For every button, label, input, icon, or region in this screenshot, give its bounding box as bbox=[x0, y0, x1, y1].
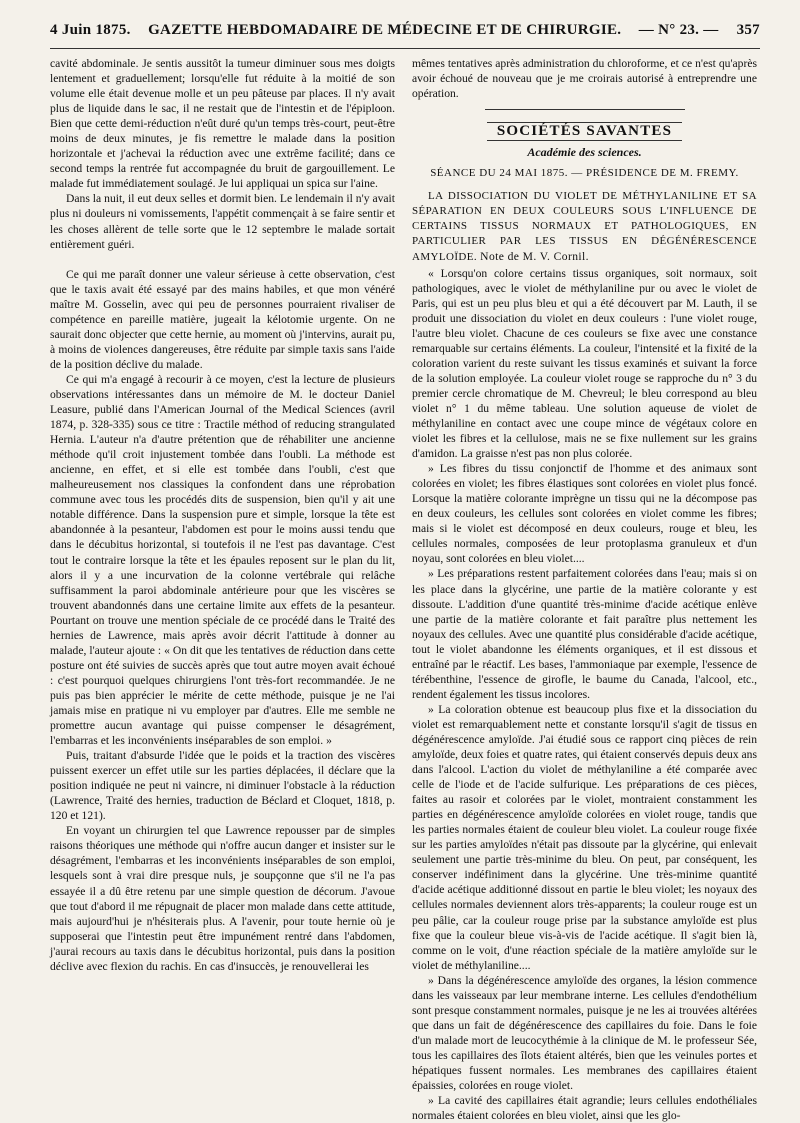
section-title: SOCIÉTÉS SAVANTES bbox=[487, 122, 682, 141]
right-paragraph-4: » Les préparations restent parfaitement colorées dans l'eau; mais si on les place dans la glycérine, une partie de la matière colorante y est dissoute. L'addition d'une quantité très-minime d'acide acétique enlève une partie de la matière colorante et fait paraître plus nettement les noyaux des cellules. Avec une quantité plus considérable d'acide acétique, tout le violet abandonne les éléments organiques, et il est dissous et entraîné par le réactif. Les bases, l'ammoniaque par exemple, l'essence de térébenthine, l'essence de girofle, le baume du Canada, l'alcool, etc., rendent également les tissus incolores. bbox=[412, 567, 757, 701]
header-issue: — N° 23. — bbox=[638, 22, 719, 38]
note-heading bbox=[412, 189, 757, 265]
left-paragraph-1: cavité abdominale. Je sentis aussitôt la tumeur diminuer sous mes doigts lentement et graduellement; lorsqu'elle fut réduite à la moitié de son volume elle était devenue molle et un peu pâteuse par places. Il n'y avait plus de liquide dans le sac, il ne restait que de l'intestin et de l'épiploon. Bien que cette demi-réduction n'eût duré qu'un temps très-court, peut-être moins de deux minutes, je fis remettre le malade dans la position horizontale et j'achevai la réduction avec une extrême facilité; dans ce second temps la rentrée fut accompagnée du bruit de gargouillement. Le malade fut immédiatement soulagé. Je lui appliquai un spica sur l'aine. bbox=[50, 57, 395, 191]
header-date: 4 Juin 1875. bbox=[50, 22, 131, 38]
left-paragraph-6: En voyant un chirurgien tel que Lawrence repousser par de simples raisons théoriques une méthode qui n'offre aucun danger et insister sur le désagrément, l'embarras et les inconvénients inséparables de son emploi, lesquels sont à vrai dire presque nuls, je soupçonne que s'il ne l'a pas essayée il a dû être retenu par une simple question de décorum. J'avoue que tout d'abord il me répugnait de placer mon malade dans cette attitude, mais aujourd'hui je n'hésiterais plus. A l'avenir, pour toute hernie où je supposerai que l'intestin peut être impunément rentré dans l'abdomen, j'aurai recours au taxis dans le décubitus horizontal, puis dans la position déclive avec flexion du rachis. En cas d'insuccès, je renouvellerai les bbox=[50, 824, 395, 973]
right-paragraph-1: mêmes tentatives après administration du chloroforme, et ce n'est qu'après avoir échoué de nouveau que je me croirais autorisé à entreprendre une opération. bbox=[412, 57, 757, 101]
left-paragraph-4: Ce qui m'a engagé à recourir à ce moyen, c'est la lecture de plusieurs observations intéressantes dans un mémoire de M. le docteur Daniel Leasure, publié dans l'American Journal of the Medical Sciences (avril 1874, p. 328-335) sous ce titre : Tractile méthod of reducing strangulated Hernia. L'auteur n'a d'autre prétention que de réhabiliter une ancienne méthode qu'il croit injustement tombée dans l'oubli. La méthode est ancienne, en effet, et si elle est tombée dans l'oubli, c'est que malheureusement nos classiques la confondent dans une réprobation commune avec tous les procédés dits de suspension, bien qu'il y ait une notable différence. Dans la suspension pure et simple, lorsque la tête est abandonnée à la pesanteur, l'abdomen est pour le moins aussi tendu que dans le décubitus horizontal, si toutefois il ne l'est pas davantage. C'est tout le contraire lorsque la tête et les épaules reposent sur le plan du lit, alors il y a une incurvation de la colonne vertébrale qui relâche suffisamment la paroi abdominale antérieure pour que les viscères se trouvent abandonnés dans une certaine limite aux effets de la pesanteur. Pourtant on trouve une mention spéciale de ce procédé dans le Traité des hernies de Lawrence, mais après avoir décrit l'attitude à donner au malade, l'auteur ajoute : « On dit que les tentatives de réduction dans cette posture ont été suivies de succès après que tout autre moyen avait échoué : c'est pourquoi quelques chirurgiens l'ont très-fort recommandée. Je ne puis pas bien apprécier le mérite de cette méthode, puisque je ne l'ai jamais mise en pratique ni vu employer par d'autres. Elle me semble ne promettre aucun avantage qui puisse compenser le désagrément, l'embarras et les inconvénients inséparables de son emploi. » bbox=[50, 372, 395, 748]
header-rule bbox=[50, 48, 760, 49]
header-title: GAZETTE HEBDOMADAIRE DE MÉDECINE ET DE CHIRURGIE. bbox=[148, 22, 622, 38]
seance-line: SÉANCE DU 24 MAI 1875. — PRÉSIDENCE DE M. FREMY. bbox=[430, 167, 739, 180]
left-paragraph-5: Puis, traitant d'absurde l'idée que le poids et la traction des viscères puissent exercer un effet utile sur les parties déplacées, il déclare que la position indiquée ne peut ni vaincre, ni diminuer l'obstacle à la réduction (Lawrence, Traité des hernies, traduction de Béclard et Cloquet, 1818, p. 120 et 121). bbox=[50, 749, 395, 823]
right-column bbox=[412, 56, 757, 1123]
header-page-number: 357 bbox=[736, 22, 760, 38]
right-paragraph-3: » Les fibres du tissu conjonctif de l'homme et des animaux sont colorées en violet; les fibres élastiques sont colorées en violet plus foncé. Lorsque la matière colorante imprègne un tissu qui ne la décompose pas en deux couleurs, les cellules sont colorées en violet comme les fibres; mais si le violet est décomposé en deux couleurs, rouge et bleu, les cellules normales, composées de leur protoplasma granuleux et d'un noyau, sont colorées en bleu violet.... bbox=[412, 462, 757, 566]
right-paragraph-5: » La coloration obtenue est beaucoup plus fixe et la dissociation du violet est remarquablement nette et constante lorsqu'il s'agit de tissus en dégénérescence amyloïde. J'ai étudié sous ce rapport cinq pièces de rein amyloïde, deux foies et quatre rates, qui étaient conservés depuis deux ans dans l'alcool. L'action du violet de méthylaniline a été comparée avec celle de l'iode et de l'acide sulfurique. Les préparations de ces pièces, faites au rasoir et colorées par le violet, montraient constamment les parties en dégénérescence amyloïde colorées en violet rouge, tandis que les parties normales étaient de couleur bleu violet. La couleur rouge fixée sur les parties amyloïdes n'était pas dissoute par la glycérine, qui enlevait seulement une partie très-minime du bleu. On peut, par conséquent, les conserver indéfiniment dans la glycérine. Une très-minime quantité d'acide acétique additionné dissout en partie le bleu violet; les noyaux des cellules normales deviennent alors très-apparents; la couleur rouge est un peu pâlie, car la couleur rouge prise par la substance amyloïde est plus fixe que la couleur bleue vis-à-vis de l'acide acétique. Il s'agit bien là, comme on le voit, d'une réaction spéciale de la matière amyloïde sur le violet de méthylaniline.... bbox=[412, 702, 757, 972]
left-paragraph-2: Dans la nuit, il eut deux selles et dormit bien. Le lendemain il n'y avait plus ni douleurs ni vomissements, l'appétit commençait à se faire sentir et les choses allèrent de telle sorte que le 12 septembre le malade sortait entièrement guéri. bbox=[50, 192, 395, 251]
section-divider bbox=[485, 109, 685, 110]
header-right bbox=[639, 22, 760, 39]
right-paragraph-2: « Lorsqu'on colore certains tissus organiques, soit normaux, soit pathologiques, avec le violet de méthylaniline pur ou avec le violet de Paris, qui est un peu plus bleu et qui a été découvert par M. Lauth, il se produit une dissociation du violet en deux couleurs : l'une violet rouge, l'autre bleu violet. Chacune de ces couleurs se fixe avec une constance remarquable sur certains éléments. La couleur, l'intensité et la fixité de la coloration varient du reste suivant les tissus examinés et suivant la force de la solution employée. La couleur violet rouge se rapproche du n° 3 du premier cercle chromatique de M. Chevreul; le bleu correspond au bleu violet n° 1 du même tableau. Une solution aqueuse de violet de méthylaniline en contact avec une coupe mince de végétaux colore en violet les fibres et la cellulose, mais ne se fixe nullement sur les grains d'amidon. La graisse n'est pas non plus colorée. bbox=[412, 266, 757, 461]
section-subtitle: Académie des sciences. bbox=[527, 145, 642, 160]
left-column bbox=[50, 56, 395, 1076]
note-author: Note de M. V. Cornil. bbox=[480, 250, 589, 264]
left-paragraph-3: Ce qui me paraît donner une valeur sérieuse à cette observation, c'est que le taxis avait été essayé par des mains habiles, et que mon vénéré maître M. Gosselin, avec qui peu de personnes pourraient rivaliser de compétence en pareille matière, jugeait la kélotomie urgente. On ne saurait donc objecter que cette hernie, au moment où j'intervins, aurait pu, à moins de violences dangereuses, être réduite par simple taxis sans l'aide de la position déclive du malade. bbox=[50, 267, 395, 371]
right-paragraph-6: » Dans la dégénérescence amyloïde des organes, la lésion commence dans les vaisseaux par leur membrane interne. Les cellules d'endothélium sont presque constamment normales, puisque je ne les ai trouvées altérées que dans un fait de dégénérescence des capillaires du foie. Dans le foie d'un malade mort de leucocythémie à la clinique de M. le professeur Sée, tous les capillaires des îlots étaient altérés, bien que les veinules portes et hépatiques fussent normales. Les membranes des capillaires étaient épaissies, colorées en rouge violet. bbox=[412, 973, 757, 1093]
page-header bbox=[50, 22, 760, 46]
section-heading bbox=[412, 122, 757, 141]
right-paragraph-7: » La cavité des capillaires était agrandie; leurs cellules endothéliales normales étaient colorées en bleu violet, ainsi que les glo- bbox=[412, 1094, 757, 1123]
note-title: LA DISSOCIATION DU VIOLET DE MÉTHYLANILINE ET SA SÉPARATION EN DEUX COULEURS SOUS L'INFLUENCE DE CERTAINS TISSUS NORMAUX ET PATHOLOGIQUES, EN PARTICULIER PAR LES TISSUS EN DÉGÉNÉRESCENCE AMYLOÏDE. bbox=[412, 190, 757, 264]
